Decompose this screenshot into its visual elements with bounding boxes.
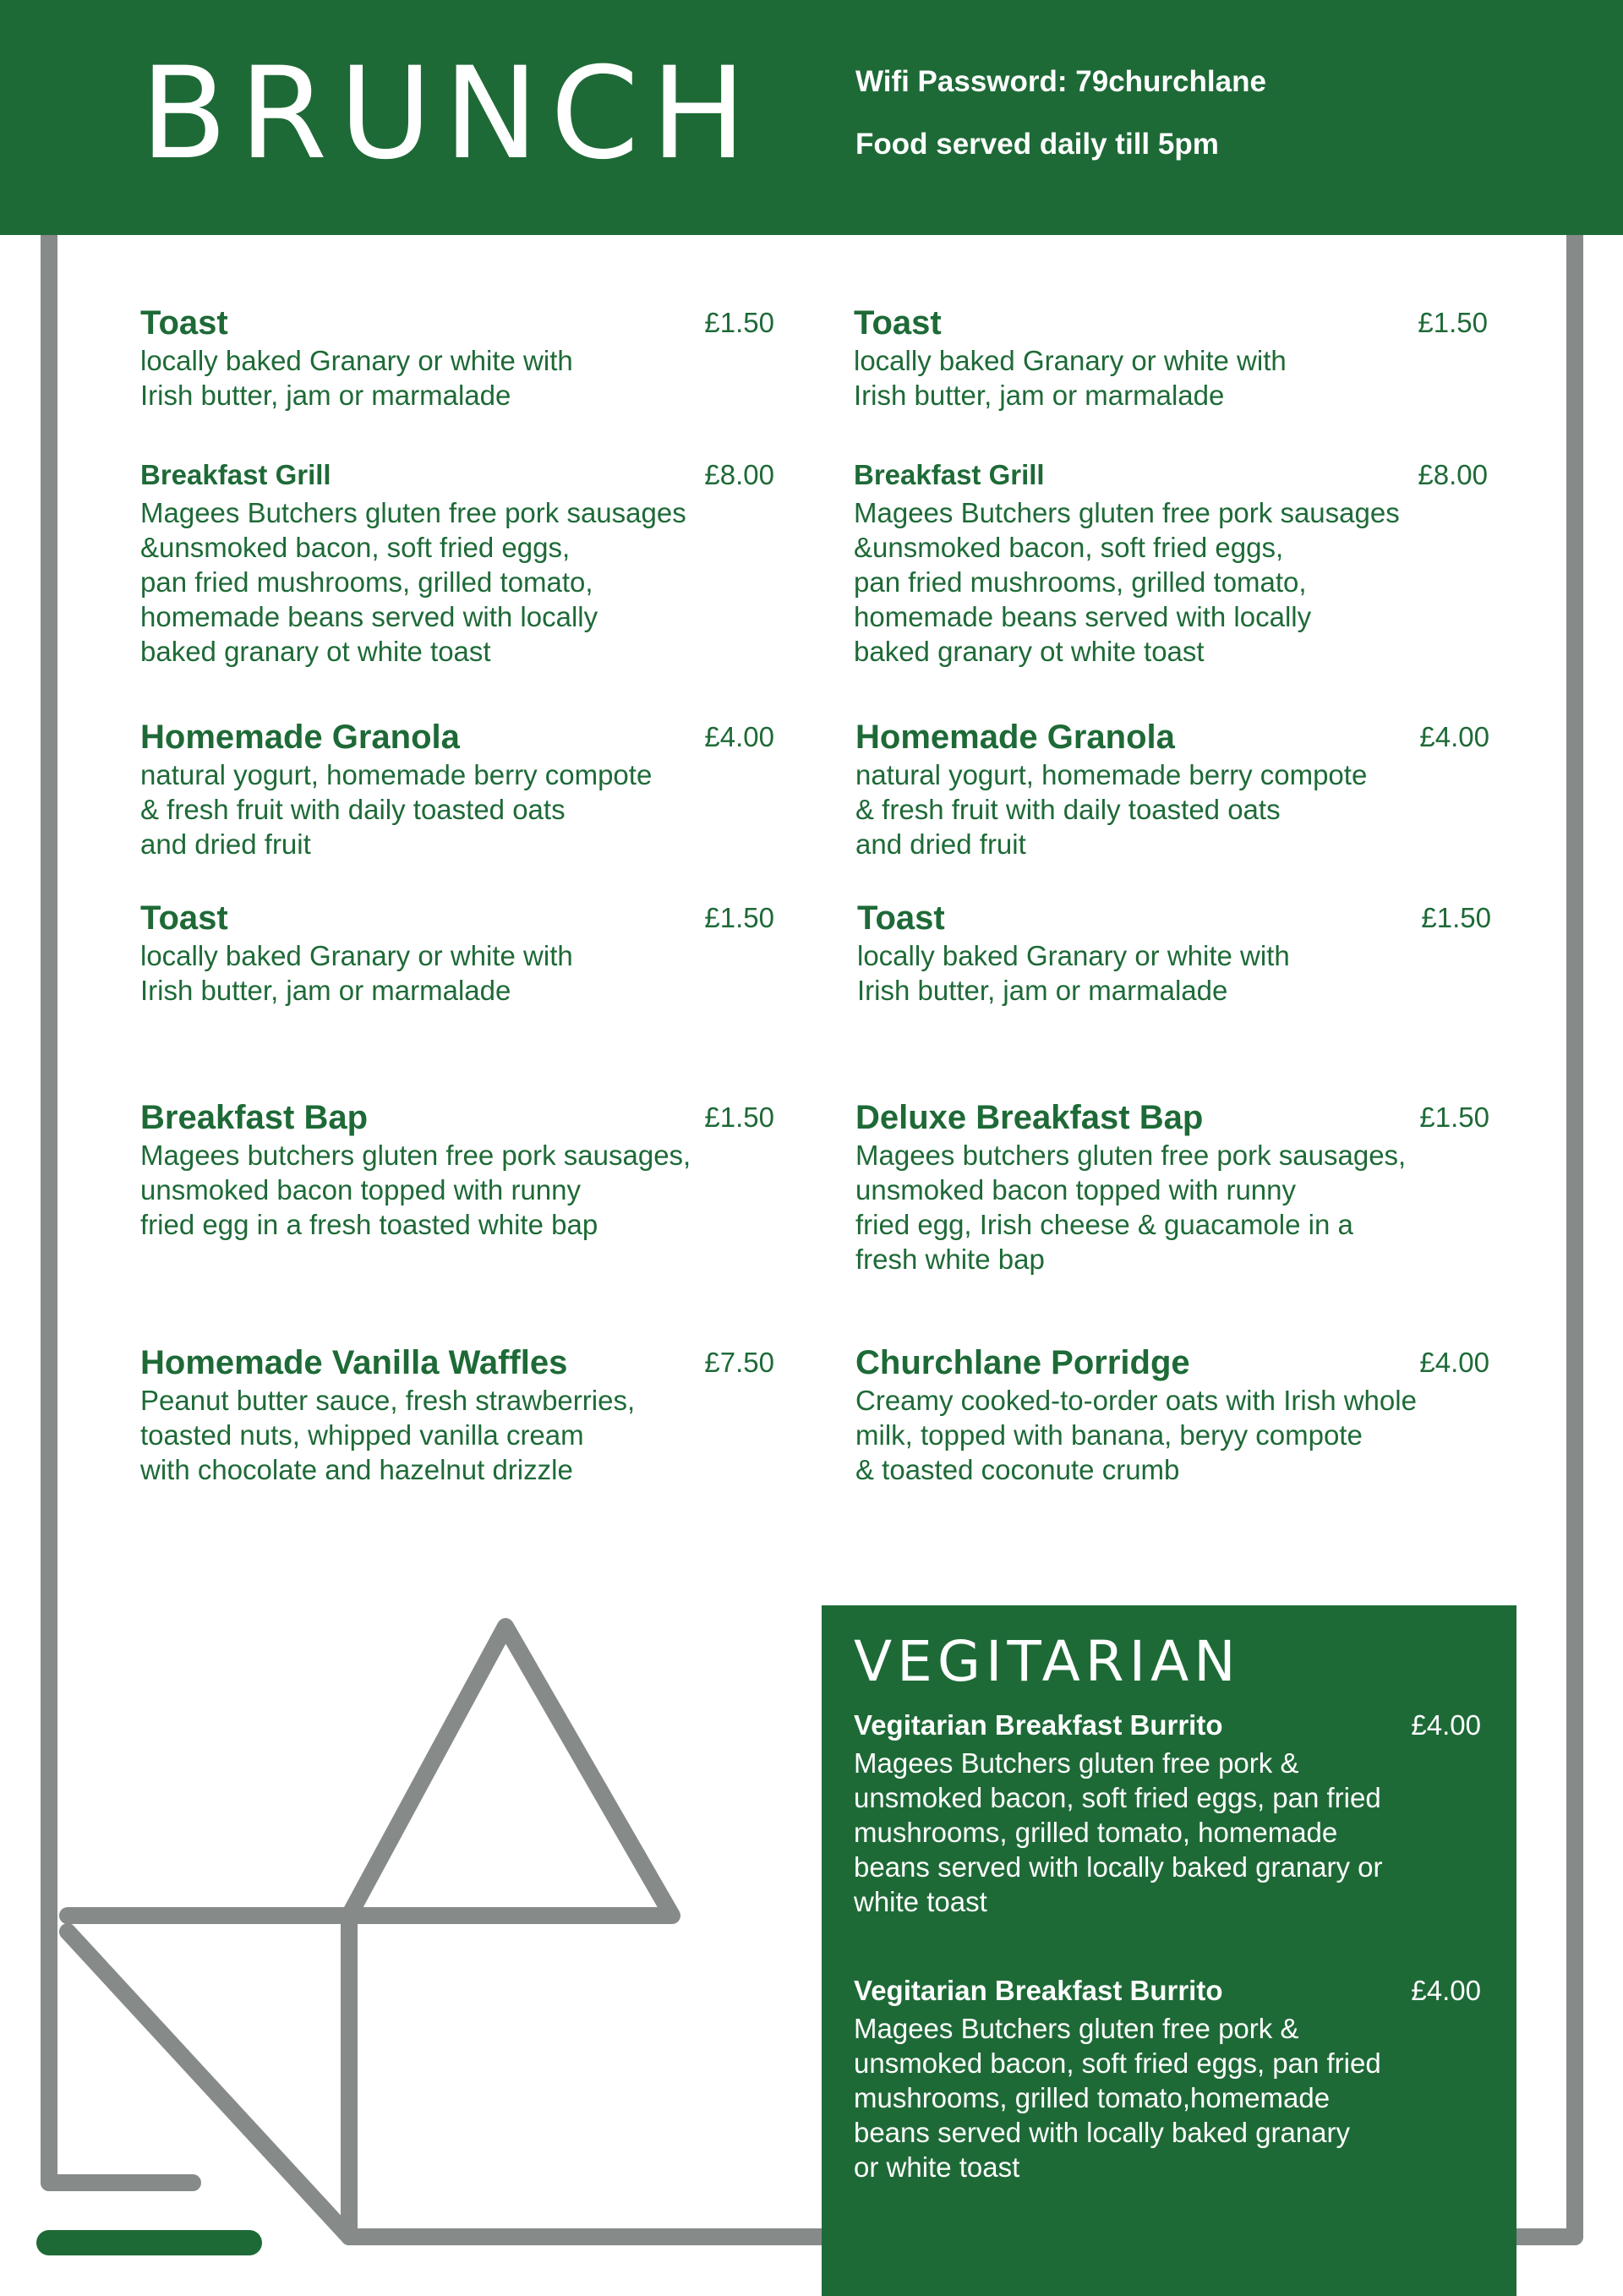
item-description: locally baked Granary or white with Irish butter, jam or marmalade [857, 940, 1290, 1006]
header-bar [0, 0, 1623, 235]
service-hours: Food served daily till 5pm [855, 128, 1219, 161]
item-description: natural yogurt, homemade berry compote & fresh fruit with daily toasted oats and dried fruit [140, 759, 653, 860]
item-price: £1.50 [1421, 902, 1491, 933]
item-name: Toast [140, 899, 228, 937]
item-name: Breakfast Grill [854, 459, 1045, 490]
menu-item [140, 1342, 774, 1487]
item-price: £4.00 [1411, 1975, 1481, 2006]
item-description: locally baked Granary or white with Irish butter, jam or marmalade [854, 345, 1287, 411]
item-price: £1.50 [704, 1102, 774, 1133]
item-price: £4.00 [1419, 721, 1489, 752]
item-name: Toast [140, 304, 228, 342]
brand-logo: BRUNCH [140, 41, 758, 188]
item-price: £1.50 [704, 902, 774, 933]
item-description: locally baked Granary or white with Irish butter, jam or marmalade [140, 345, 573, 411]
item-name: Toast [857, 899, 945, 937]
item-name: Toast [854, 304, 942, 342]
menu-item [140, 717, 774, 861]
item-price: £8.00 [1418, 459, 1488, 490]
item-name: Deluxe Breakfast Bap [855, 1099, 1204, 1136]
item-name: Breakfast Grill [140, 459, 331, 490]
item-name: Churchlane Porridge [855, 1344, 1190, 1381]
item-description: Magees Butchers gluten free pork & unsmoked bacon, soft fried eggs, pan fried mushrooms, grilled tomato,homemade beans served with locally baked granary or white toast [854, 2013, 1381, 2183]
item-price: £8.00 [704, 459, 774, 490]
item-price: £1.50 [704, 307, 774, 338]
item-description: Magees butchers gluten free pork sausages, unsmoked bacon topped with runny fried egg in a fresh toasted white bap [140, 1140, 691, 1240]
item-price: £4.00 [1411, 1709, 1481, 1741]
item-price: £7.50 [704, 1347, 774, 1378]
vegetarian-section [822, 1605, 1516, 2296]
item-description: Magees Butchers gluten free pork & unsmoked bacon, soft fried eggs, pan fried mushrooms, grilled tomato, homemade beans served with locally baked granary or white toast [854, 1747, 1383, 1917]
menu-item [140, 455, 774, 669]
triangle-shape [349, 1626, 672, 1916]
item-name: Vegitarian Breakfast Burrito [854, 1709, 1223, 1741]
wifi-password: Wifi Password: 79churchlane [855, 65, 1266, 98]
item-price: £1.50 [1419, 1102, 1489, 1133]
item-description: Creamy cooked-to-order oats with Irish whole milk, topped with banana, beryy compote & toasted coconute crumb [855, 1385, 1417, 1485]
menu-item [855, 717, 1489, 861]
item-name: Breakfast Bap [140, 1099, 369, 1136]
menu-item [140, 1097, 774, 1242]
item-description: Magees Butchers gluten free pork sausages &unsmoked bacon, soft fried eggs, pan fried mushrooms, grilled tomato, homemade beans served with locally baked granary ot white toast [854, 497, 1400, 667]
vegetarian-title: VEGITARIAN [854, 1629, 1241, 1694]
item-price: £1.50 [1418, 307, 1488, 338]
header-info [855, 64, 1266, 189]
menu-item [854, 303, 1488, 413]
item-description: locally baked Granary or white with Irish butter, jam or marmalade [140, 940, 573, 1006]
item-price: £4.00 [704, 721, 774, 752]
item-description: Magees butchers gluten free pork sausages, unsmoked bacon topped with runny fried egg, Irish cheese & guacamole in a fresh white bap [855, 1140, 1407, 1275]
menu-item [854, 455, 1488, 669]
item-name: Homemade Granola [855, 719, 1175, 756]
menu-item [140, 303, 774, 413]
vegetarian-item [854, 1971, 1481, 2184]
menu-item [855, 1342, 1489, 1487]
item-price: £4.00 [1419, 1347, 1489, 1378]
item-description: Peanut butter sauce, fresh strawberries, toasted nuts, whipped vanilla cream with chocolate and hazelnut drizzle [140, 1385, 636, 1485]
item-name: Homemade Granola [140, 719, 460, 756]
menu-item [140, 898, 774, 1008]
item-name: Homemade Vanilla Waffles [140, 1344, 568, 1381]
menu-item [855, 1097, 1489, 1276]
item-name: Vegitarian Breakfast Burrito [854, 1975, 1223, 2006]
item-description: Magees Butchers gluten free pork sausages &unsmoked bacon, soft fried eggs, pan fried mushrooms, grilled tomato, homemade beans served with locally baked granary ot white toast [140, 497, 686, 667]
vegetarian-item [854, 1705, 1481, 1919]
item-description: natural yogurt, homemade berry compote & fresh fruit with daily toasted oats and dried fruit [855, 759, 1368, 860]
menu-item [857, 898, 1491, 1008]
